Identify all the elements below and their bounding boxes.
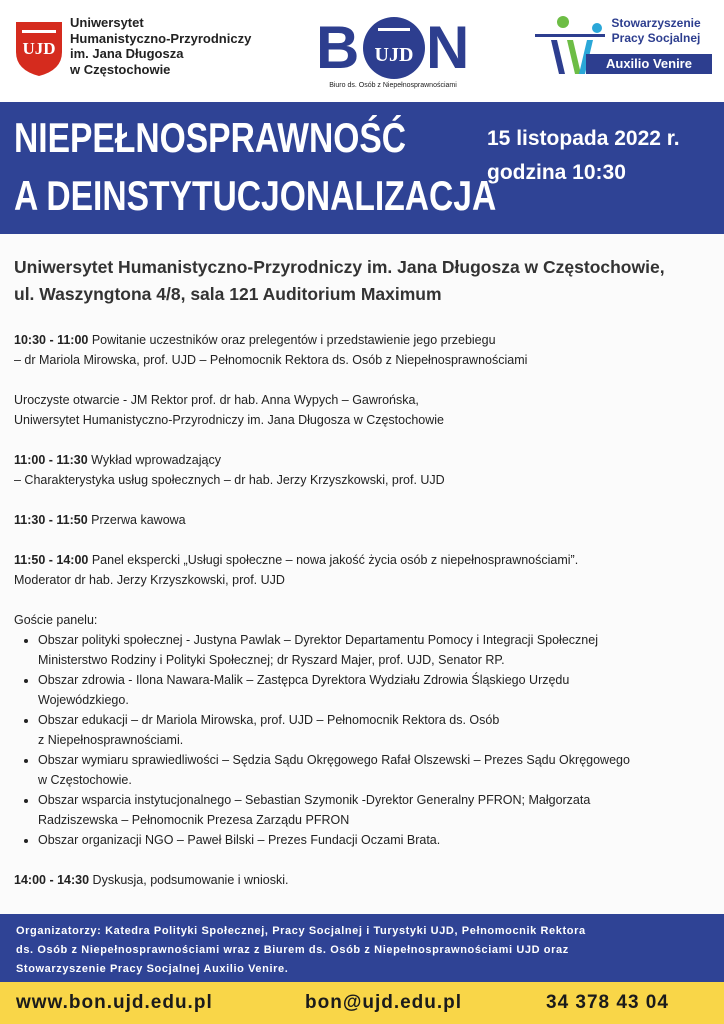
svg-text:UJD: UJD	[22, 39, 56, 58]
bon-logo-inner-text: UJD	[374, 44, 414, 66]
program-item	[14, 390, 714, 430]
guest-item	[38, 750, 714, 790]
svg-text:N: N	[426, 14, 470, 81]
program-text: – dr Mariola Mirowska, prof. UJD – Pełnomocnik Rektora ds. Osób z Niepełnosprawnościami	[14, 353, 528, 367]
guest-text: Obszar edukacji – dr Mariola Mirowska, prof. UJD – Pełnomocnik Rektora ds. Osób	[38, 713, 500, 727]
program-item	[14, 450, 714, 490]
program-item	[14, 870, 714, 890]
program-time: 10:30 - 11:00	[14, 333, 89, 347]
guest-item	[38, 830, 714, 850]
program-text: Przerwa kawowa	[87, 513, 186, 527]
guests-list	[14, 630, 714, 850]
guest-item	[38, 630, 714, 670]
guest-text: z Niepełnosprawnościami.	[38, 733, 184, 747]
guest-text: Obszar polityki społecznej - Justyna Pawlak – Dyrektor Departamentu Pomocy i Integracji Społecznej	[38, 633, 598, 647]
guest-text: Wojewódzkiego.	[38, 693, 129, 707]
ujd-name-line: Uniwersytet	[70, 15, 144, 30]
event-time: godzina 10:30	[487, 161, 626, 184]
guest-text: Obszar wsparcia instytucjonalnego – Sebastian Szymonik -Dyrektor Generalny PFRON; Małgorzata	[38, 793, 591, 807]
ujd-name-line: im. Jana Długosza	[70, 46, 184, 61]
event-date: 15 listopada 2022 r.	[487, 127, 680, 150]
guest-text: Obszar organizacji NGO – Paweł Bilski – Prezes Fundacji Oczami Brata.	[38, 833, 441, 847]
organizers-line: Organizatorzy: Katedra Polityki Społecznej, Pracy Socjalnej i Turystyki UJD, Pełnomocnik Rektora	[16, 925, 586, 937]
guests-label: Goście panelu:	[14, 613, 98, 627]
venue	[14, 254, 714, 308]
guest-item	[38, 710, 714, 750]
guest-text: Obszar wymiaru sprawiedliwości – Sędzia Sądu Okręgowego Rafał Olszewski – Prezes Sądu Okręgowego	[38, 753, 630, 767]
program	[14, 330, 714, 910]
program-text: Uniwersytet Humanistyczno-Przyrodniczy im. Jana Długosza w Częstochowie	[14, 413, 445, 427]
guest-text: Ministerstwo Rodziny i Polityki Społecznej; dr Ryszard Majer, prof. UJD, Senator RP.	[38, 653, 505, 667]
program-text: Moderator dr hab. Jerzy Krzyszkowski, prof. UJD	[14, 573, 285, 587]
ujd-name	[70, 15, 270, 77]
guest-text: w Częstochowie.	[38, 773, 132, 787]
program-time: 11:30 - 11:50	[14, 513, 88, 527]
ujd-shield-logo	[14, 20, 64, 78]
event-title-line2: A DEINSTYTUCJONALIZACJA	[14, 172, 497, 219]
program-time: 11:50 - 14:00	[14, 553, 89, 567]
website-link[interactable]: www.bon.ujd.edu.pl	[16, 992, 213, 1013]
guest-item	[38, 670, 714, 710]
svg-text:B: B	[316, 14, 360, 81]
email-link[interactable]: bon@ujd.edu.pl	[305, 992, 463, 1013]
program-text: – Charakterystyka usług społecznych – dr hab. Jerzy Krzyszkowski, prof. UJD	[14, 473, 445, 487]
venue-line: ul. Waszyngtona 4/8, sala 121 Auditorium Maximum	[14, 284, 442, 304]
guest-item	[38, 790, 714, 830]
program-time: 11:00 - 11:30	[14, 453, 88, 467]
organizers-text	[16, 922, 710, 979]
ujd-name-line: w Częstochowie	[70, 61, 171, 77]
guest-text: Obszar zdrowia - Ilona Nawara-Malik – Zastępca Dyrektora Wydziału Zdrowia Śląskiego Urzędu	[38, 673, 570, 687]
ujd-name-line: Humanistyczno-Przyrodniczy	[70, 30, 252, 46]
program-text: Uroczyste otwarcie - JM Rektor prof. dr hab. Anna Wypych – Gawrońska,	[14, 393, 419, 407]
phone-number[interactable]: 34 378 43 04	[546, 992, 669, 1013]
program-text: Dyskusja, podsumowanie i wnioski.	[89, 873, 289, 887]
sps-name-line: Pracy Socjalnej	[611, 31, 701, 45]
sps-name-line: Stowarzyszenie	[611, 16, 701, 30]
venue-line: Uniwersytet Humanistyczno-Przyrodniczy im. Jana Długosza w Częstochowie,	[14, 257, 665, 277]
program-text: Wykład wprowadzający	[87, 453, 221, 467]
program-item	[14, 330, 714, 370]
program-item	[14, 550, 714, 590]
sps-name	[600, 16, 712, 46]
bon-subtitle: Biuro ds. Osób z Niepełnosprawnościami	[329, 82, 457, 89]
guest-text: Radziszewska – Pełnomocnik Prezesa Zarządu PFRON	[38, 813, 350, 827]
organizers-line: Stowarzyszenie Pracy Socjalnej Auxilio Venire.	[16, 963, 289, 975]
sps-name-tag: Auxilio Venire	[586, 54, 712, 74]
program-item	[14, 510, 714, 530]
event-title-line1: NIEPEŁNOSPRAWNOŚĆ	[14, 114, 407, 161]
program-time: 14:00 - 14:30	[14, 873, 90, 887]
organizers-line: ds. Osób z Niepełnosprawnościami wraz z Biurem ds. Osób z Niepełnosprawnościami UJD oraz	[16, 944, 569, 956]
program-text: Powitanie uczestników oraz prelegentów i przedstawienie jego przebiegu	[88, 333, 496, 347]
program-text: Panel ekspercki „Usługi społeczne – nowa jakość życia osób z niepełnosprawnościami”.	[88, 553, 579, 567]
